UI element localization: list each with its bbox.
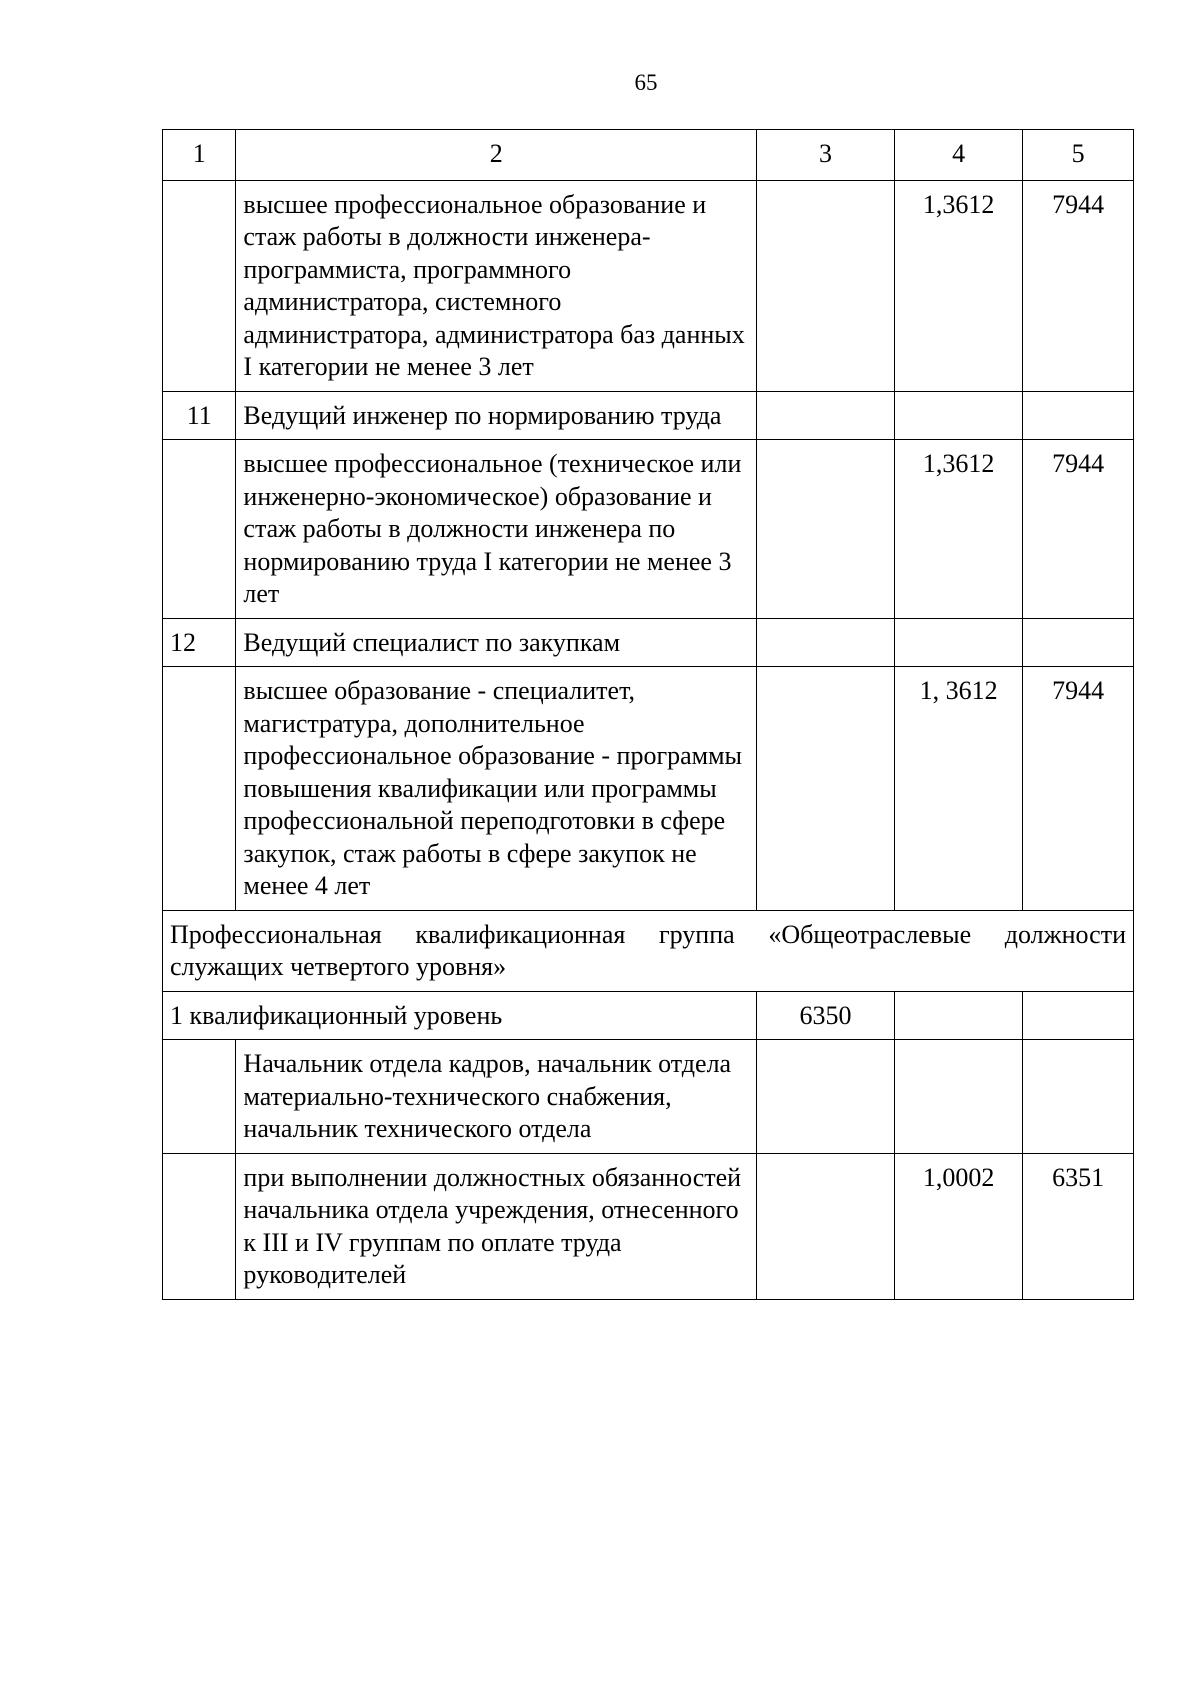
- row-salary: 7944: [1023, 667, 1134, 911]
- row-position-title: Ведущий специалист по закупкам: [236, 618, 757, 667]
- row-number: [163, 667, 236, 911]
- row-salary: 7944: [1023, 440, 1134, 619]
- row-base-salary: [756, 618, 894, 667]
- group-heading-row: [163, 910, 1134, 991]
- row-salary: [1023, 991, 1134, 1040]
- row-number: [163, 180, 236, 391]
- table-row: [163, 618, 1134, 667]
- row-base-salary: [756, 440, 894, 619]
- header-cell-1: 1: [163, 130, 236, 181]
- row-position-title: Ведущий инженер по нормированию труда: [236, 391, 757, 440]
- table-row: [163, 1153, 1134, 1299]
- qualification-level-label: 1 квалификационный уровень: [163, 991, 757, 1040]
- header-cell-5: 5: [1023, 130, 1134, 181]
- table-row: [163, 440, 1134, 619]
- row-base-salary: [756, 667, 894, 911]
- row-coefficient: 1, 3612: [895, 667, 1023, 911]
- row-position-title: Начальник отдела кадров, начальник отдела материально-технического снабжения, начальник технического отдела: [236, 1040, 757, 1154]
- table-row: [163, 180, 1134, 391]
- salary-table: [162, 129, 1134, 1300]
- header-cell-2: 2: [236, 130, 757, 181]
- row-coefficient: 1,3612: [895, 180, 1023, 391]
- row-coefficient: [895, 391, 1023, 440]
- row-number: 11: [163, 391, 236, 440]
- row-coefficient: [895, 618, 1023, 667]
- table-row: [163, 391, 1134, 440]
- row-coefficient: 1,3612: [895, 440, 1023, 619]
- row-number: 12: [163, 618, 236, 667]
- row-description: при выполнении должностных обязанностей начальника отдела учреждения, отнесенного к III и IV группам по оплате труда руководителей: [236, 1153, 757, 1299]
- qualification-group-title: Профессиональная квалификационная группа «Общеотраслевые должности служащих четвертого уровня»: [163, 910, 1134, 991]
- row-coefficient: 1,0002: [895, 1153, 1023, 1299]
- table-row: [163, 1040, 1134, 1154]
- qualification-level-row: [163, 991, 1134, 1040]
- header-cell-3: 3: [756, 130, 894, 181]
- row-base-salary: 6350: [756, 991, 894, 1040]
- row-salary: 7944: [1023, 180, 1134, 391]
- row-salary: [1023, 1040, 1134, 1154]
- row-salary: [1023, 391, 1134, 440]
- row-description: высшее профессиональное образование и стаж работы в должности инженера-программиста, программного администратора, системного администратора, администратора баз данных I категории не менее 3 лет: [236, 180, 757, 391]
- row-number: [163, 1153, 236, 1299]
- page-number: 65: [634, 70, 658, 95]
- row-base-salary: [756, 391, 894, 440]
- row-description: высшее образование - специалитет, магистратура, дополнительное профессиональное образование - программы повышения квалификации или программы профессиональной переподготовки в сфере закупок, стаж работы в сфере закупок не менее 4 лет: [236, 667, 757, 911]
- row-base-salary: [756, 1153, 894, 1299]
- row-base-salary: [756, 1040, 894, 1154]
- table-header-row: [163, 130, 1134, 181]
- row-coefficient: [895, 1040, 1023, 1154]
- row-base-salary: [756, 180, 894, 391]
- row-number: [163, 1040, 236, 1154]
- row-description: высшее профессиональное (техническое или инженерно-экономическое) образование и стаж работы в должности инженера по нормированию труда I категории не менее 3 лет: [236, 440, 757, 619]
- header-cell-4: 4: [895, 130, 1023, 181]
- table-row: [163, 667, 1134, 911]
- row-salary: [1023, 618, 1134, 667]
- row-salary: 6351: [1023, 1153, 1134, 1299]
- row-coefficient: [895, 991, 1023, 1040]
- row-number: [163, 440, 236, 619]
